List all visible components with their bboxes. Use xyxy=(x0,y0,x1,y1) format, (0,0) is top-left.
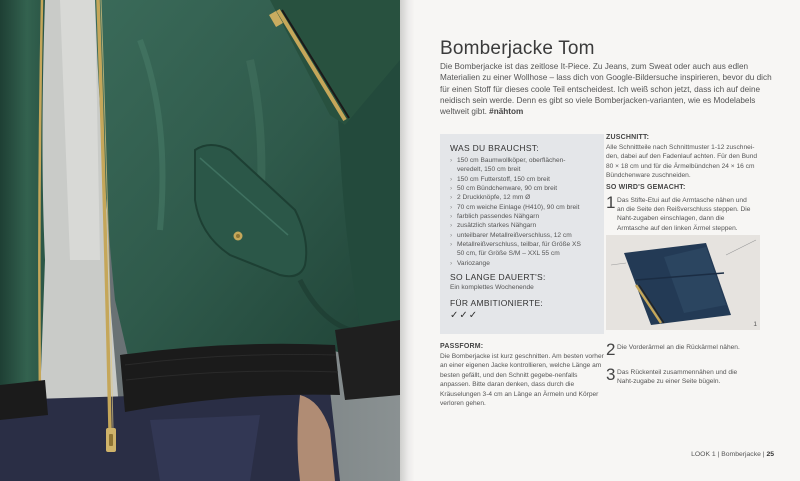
ambition-heading: FÜR AMBITIONIERTE: xyxy=(450,298,544,308)
step-text: Das Rückenteil zusammennähen und die Naht-zugabe zu einer Seite bügeln. xyxy=(617,369,738,386)
materials-item: › unteilbarer Metallreißverschluss, 12 cm xyxy=(450,231,600,240)
time-heading: SO LANGE DAUERT'S: xyxy=(450,272,546,282)
steps-heading: SO WIRD'S GEMACHT: xyxy=(606,184,686,191)
materials-box xyxy=(440,134,604,334)
step-number: 3 xyxy=(606,365,616,384)
intro-text xyxy=(440,61,780,117)
time-value: Ein komplettes Wochenende xyxy=(450,284,534,291)
cutting-text: Alle Schnittteile nach Schnittmuster 1-12 zuschnei-den, dabei auf den Fadenlauf achten. Für den Bund 80 × 18 cm und für die Ärmelbündchen 24 × 16 cm Bündchenware zuschneiden. xyxy=(606,144,758,180)
step-text: Die Vorderärmel an die Rückärmel nähen. xyxy=(617,344,740,351)
ambition-checkmarks: ✓✓✓ xyxy=(450,310,479,321)
materials-item: › 70 cm weiche Einlage (H410), 90 cm breit xyxy=(450,203,600,212)
materials-heading: WAS DU BRAUCHST: xyxy=(450,143,540,153)
fit-heading: PASSFORM: xyxy=(440,343,484,350)
materials-item: 50 cm, für Größe S/M – XXL 55 cm xyxy=(457,250,560,258)
materials-item: › 150 cm Baumwollköper, oberflächen- xyxy=(450,156,600,165)
page-title: Bomberjacke Tom xyxy=(440,38,595,59)
materials-item: › 2 Druckknöpfe, 12 mm Ø xyxy=(450,193,600,202)
materials-item: veredelt, 150 cm breit xyxy=(457,166,521,174)
page-footer: LOOK 1 | Bomberjacke | 25 xyxy=(691,451,774,458)
book-gutter xyxy=(400,0,414,481)
footer-look: LOOK 1 xyxy=(691,451,716,458)
step-photo-number: 1 xyxy=(753,321,757,328)
materials-item: › 150 cm Futterstoff, 150 cm breit xyxy=(450,175,600,184)
intro-body: Die Bomberjacke ist das zeitlose It-Piece. Zu Jeans, zum Sweat oder auch aus edlen Materialien zu einer Wollhose – lass dich von Google-Bildersuche inspirieren, bevor du dich für einen Stoff für dieses coole Teil entscheidest. Ich weiß schon jetzt, dass ich auf deine neidisch sein werde. Denn es gibt so viele Bomberjacken-varianten, wie es Modelabels weltweit gibt. xyxy=(440,62,772,117)
page-number: 25 xyxy=(766,451,774,458)
materials-item: › farblich passendes Nähgarn xyxy=(450,212,600,221)
materials-item: › Metallreißverschluss, teilbar, für Größe XS xyxy=(450,240,600,249)
materials-item: › Variozange xyxy=(450,259,600,268)
footer-section: Bomberjacke xyxy=(721,451,761,458)
step-number: 2 xyxy=(606,340,616,359)
hashtag: #nähtom xyxy=(489,107,524,117)
materials-item: › 50 cm Bündchenware, 90 cm breit xyxy=(450,184,600,193)
fit-text: Die Bomberjacke ist kurz geschnitten. Am besten vorher an einer eigenen Jacke kontrollieren, welche Länge am besten gefällt, und den Schnitt gegebe-nenfalls anpassen. Bitte daran denken, dass durch die Kräuselungen 3-4 cm an Länge an Ärmeln und Körper verloren gehen. xyxy=(440,353,604,408)
zipper-pocket-illustration xyxy=(606,235,760,330)
cutting-heading: ZUSCHNITT: xyxy=(606,134,650,141)
step-number: 1 xyxy=(606,193,616,212)
materials-list xyxy=(450,156,600,268)
step-photo xyxy=(606,235,760,330)
instruction-page xyxy=(414,0,800,481)
materials-item: › zusätzlich starkes Nähgarn xyxy=(450,221,600,230)
step-text: Das Stifte-Etui auf die Armtasche nähen und an die Seite den Reißverschluss steppen. Die Naht-zugaben einschlagen, dann die Armtasche auf den linken Ärmel steppen. xyxy=(617,197,751,232)
